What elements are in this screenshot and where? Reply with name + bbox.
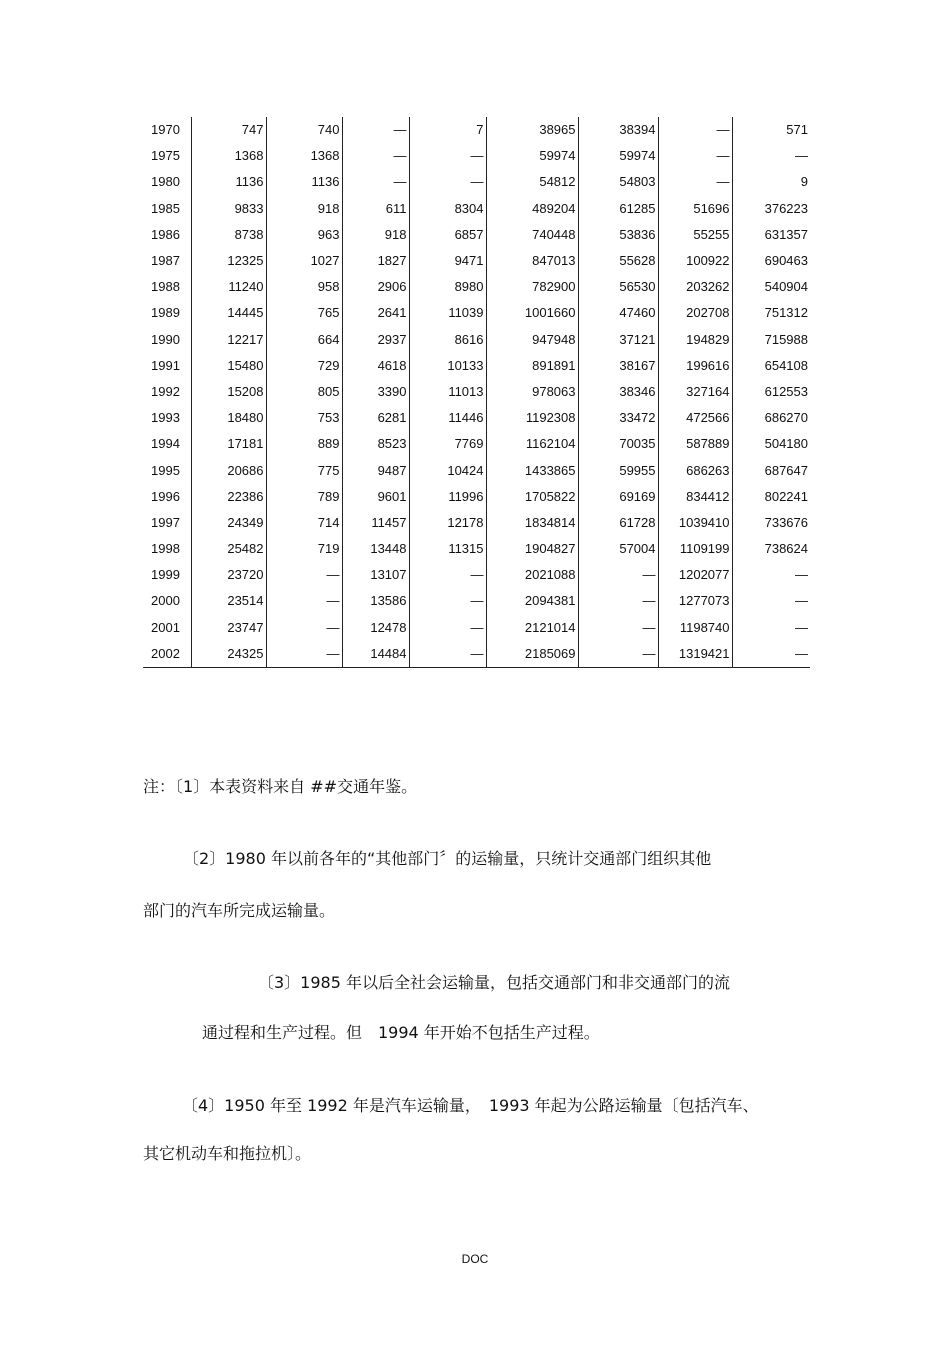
value-cell: 9487: [342, 457, 409, 483]
value-cell: 775: [266, 457, 342, 483]
value-cell: 571: [786, 122, 808, 138]
value-cell: 1834814: [486, 510, 578, 536]
value-cell: 55255: [658, 222, 732, 248]
value-cell: 376223: [764, 200, 808, 216]
value-cell: 9471: [409, 248, 486, 274]
value-cell: 9833: [191, 196, 266, 222]
table-row: [143, 274, 810, 300]
value-cell: 203262: [658, 274, 732, 300]
value-cell: 11240: [191, 274, 266, 300]
value-cell: 12178: [409, 510, 486, 536]
value-cell: —: [658, 143, 732, 169]
value-cell: 61728: [578, 510, 658, 536]
value-cell: 765: [266, 300, 342, 326]
value-cell: 24349: [191, 510, 266, 536]
note-2-line-1: 〔2〕1980 年以前各年的“其他部门〞的运输量，只统计交通部门组织其他: [183, 849, 712, 868]
value-cell: —: [795, 567, 808, 583]
value-cell: 38965: [486, 117, 578, 143]
value-cell: 59955: [578, 457, 658, 483]
value-cell: —: [658, 117, 732, 143]
value-cell: 1198740: [658, 615, 732, 641]
value-cell: 1136: [191, 169, 266, 195]
value-cell: 202708: [658, 300, 732, 326]
value-cell: 719: [266, 536, 342, 562]
value-cell: —: [342, 169, 409, 195]
year-cell: 1985: [143, 196, 191, 222]
value-cell: 24325: [191, 641, 266, 668]
value-cell: 9601: [342, 484, 409, 510]
value-cell: 2937: [342, 327, 409, 353]
value-cell: 12325: [191, 248, 266, 274]
value-cell: 37121: [578, 327, 658, 353]
value-cell: 1001660: [486, 300, 578, 326]
value-cell: 11446: [409, 405, 486, 431]
value-cell: 978063: [486, 379, 578, 405]
value-cell: 10133: [409, 353, 486, 379]
value-cell: 22386: [191, 484, 266, 510]
value-cell: 889: [266, 431, 342, 457]
value-cell: 631357: [764, 226, 808, 242]
value-cell: 1827: [342, 248, 409, 274]
value-cell: 25482: [191, 536, 266, 562]
value-cell: 13448: [342, 536, 409, 562]
value-cell: 918: [266, 196, 342, 222]
table-row: [143, 196, 810, 222]
value-cell: 7: [409, 117, 486, 143]
value-cell: 715988: [764, 331, 808, 347]
value-cell: —: [409, 143, 486, 169]
value-cell: 12217: [191, 327, 266, 353]
year-cell: 1970: [143, 117, 191, 143]
value-cell: 489204: [486, 196, 578, 222]
value-cell: 20686: [191, 457, 266, 483]
value-cell: 782900: [486, 274, 578, 300]
value-cell: 1277073: [658, 588, 732, 614]
value-cell: 38346: [578, 379, 658, 405]
value-cell: 2021088: [486, 562, 578, 588]
value-cell: 11315: [409, 536, 486, 562]
year-cell: 2001: [143, 615, 191, 641]
table-row: [143, 117, 810, 143]
value-cell: 789: [266, 484, 342, 510]
year-cell: 1989: [143, 300, 191, 326]
value-cell: 654108: [764, 357, 808, 373]
value-cell: 8980: [409, 274, 486, 300]
value-cell: 664: [266, 327, 342, 353]
value-cell: 23720: [191, 562, 266, 588]
table-row: [143, 615, 810, 641]
year-cell: 1991: [143, 353, 191, 379]
value-cell: 1027: [266, 248, 342, 274]
value-cell: —: [409, 615, 486, 641]
value-cell: 805: [266, 379, 342, 405]
value-cell: 847013: [486, 248, 578, 274]
value-cell: 738624: [764, 541, 808, 557]
value-cell: 59974: [486, 143, 578, 169]
value-cell: —: [795, 593, 808, 609]
value-cell: 740: [266, 117, 342, 143]
table-row: [143, 353, 810, 379]
value-cell: 690463: [764, 253, 808, 269]
value-cell: 1319421: [658, 641, 732, 668]
value-cell: 2121014: [486, 615, 578, 641]
value-cell: 51696: [658, 196, 732, 222]
value-cell: 3390: [342, 379, 409, 405]
note-3-line-1: 〔3〕1985 年以后全社会运输量，包括交通部门和非交通部门的流: [258, 973, 730, 992]
year-cell: 2000: [143, 588, 191, 614]
table-row: [143, 510, 810, 536]
value-cell: 686270: [764, 410, 808, 426]
value-cell: 7769: [409, 431, 486, 457]
value-cell: 53836: [578, 222, 658, 248]
value-cell: 947948: [486, 327, 578, 353]
value-cell: 8738: [191, 222, 266, 248]
table-row: [143, 327, 810, 353]
value-cell: 1202077: [658, 562, 732, 588]
table-row: [143, 457, 810, 483]
value-cell: 23747: [191, 615, 266, 641]
value-cell: 2185069: [486, 641, 578, 668]
value-cell: 194829: [658, 327, 732, 353]
year-cell: 1992: [143, 379, 191, 405]
value-cell: —: [409, 641, 486, 668]
value-cell: 4618: [342, 353, 409, 379]
table-row: [143, 431, 810, 457]
value-cell: 747: [191, 117, 266, 143]
value-cell: 11039: [409, 300, 486, 326]
value-cell: 6281: [342, 405, 409, 431]
value-cell: 61285: [578, 196, 658, 222]
year-cell: 1986: [143, 222, 191, 248]
value-cell: 2094381: [486, 588, 578, 614]
note-4-line-1: 〔4〕1950 年至 1992 年是汽车运输量， 1993 年起为公路运输量〔包括汽车、: [182, 1096, 759, 1115]
value-cell: 2641: [342, 300, 409, 326]
value-cell: 1162104: [486, 431, 578, 457]
table-row: [143, 169, 810, 195]
value-cell: 2906: [342, 274, 409, 300]
value-cell: 10424: [409, 457, 486, 483]
value-cell: 753: [266, 405, 342, 431]
value-cell: 327164: [658, 379, 732, 405]
value-cell: 1136: [266, 169, 342, 195]
value-cell: 1192308: [486, 405, 578, 431]
value-cell: 611: [342, 196, 409, 222]
year-cell: 1999: [143, 562, 191, 588]
value-cell: 958: [266, 274, 342, 300]
value-cell: 55628: [578, 248, 658, 274]
value-cell: 587889: [658, 431, 732, 457]
year-cell: 1987: [143, 248, 191, 274]
year-cell: 1995: [143, 457, 191, 483]
value-cell: 9: [800, 174, 808, 190]
value-cell: 15480: [191, 353, 266, 379]
year-cell: 1990: [143, 327, 191, 353]
value-cell: 504180: [764, 436, 808, 452]
value-cell: 14484: [342, 641, 409, 668]
value-cell: 199616: [658, 353, 732, 379]
year-cell: 1997: [143, 510, 191, 536]
value-cell: —: [342, 117, 409, 143]
footer-label: DOC: [461, 1252, 489, 1266]
table-row: [143, 300, 810, 326]
value-cell: 6857: [409, 222, 486, 248]
value-cell: —: [578, 588, 658, 614]
value-cell: 12478: [342, 615, 409, 641]
year-cell: 2002: [143, 641, 191, 668]
value-cell: 13586: [342, 588, 409, 614]
year-cell: 1980: [143, 169, 191, 195]
table-row: [143, 143, 810, 169]
value-cell: —: [409, 562, 486, 588]
value-cell: 54803: [578, 169, 658, 195]
value-cell: —: [266, 641, 342, 668]
value-cell: —: [578, 641, 658, 668]
note-4-line-2: 其它机动车和拖拉机〕。: [143, 1144, 312, 1163]
note-1: 注：〔1〕本表资料来自 ##交通年鉴。: [143, 777, 418, 796]
value-cell: 56530: [578, 274, 658, 300]
year-cell: 1998: [143, 536, 191, 562]
value-cell: 23514: [191, 588, 266, 614]
value-cell: 15208: [191, 379, 266, 405]
value-cell: 59974: [578, 143, 658, 169]
table-row: [143, 248, 810, 274]
value-cell: —: [266, 588, 342, 614]
value-cell: 100922: [658, 248, 732, 274]
table-row: [143, 379, 810, 405]
value-cell: 729: [266, 353, 342, 379]
table-row: [143, 588, 810, 614]
value-cell: 13107: [342, 562, 409, 588]
value-cell: 1039410: [658, 510, 732, 536]
value-cell: 8523: [342, 431, 409, 457]
value-cell: 1368: [191, 143, 266, 169]
statistics-table: [143, 117, 810, 668]
table-row: [143, 641, 810, 668]
value-cell: 733676: [764, 514, 808, 530]
value-cell: 612553: [764, 383, 808, 399]
value-cell: —: [795, 619, 808, 635]
value-cell: —: [658, 169, 732, 195]
value-cell: —: [266, 615, 342, 641]
table-row: [143, 562, 810, 588]
value-cell: —: [409, 169, 486, 195]
table-row: [143, 536, 810, 562]
table-row: [143, 222, 810, 248]
value-cell: —: [578, 562, 658, 588]
value-cell: 8616: [409, 327, 486, 353]
value-cell: 69169: [578, 484, 658, 510]
value-cell: 714: [266, 510, 342, 536]
year-cell: 1996: [143, 484, 191, 510]
year-cell: 1988: [143, 274, 191, 300]
value-cell: 33472: [578, 405, 658, 431]
value-cell: —: [732, 641, 810, 668]
value-cell: —: [578, 615, 658, 641]
value-cell: 54812: [486, 169, 578, 195]
year-cell: 1994: [143, 431, 191, 457]
value-cell: —: [795, 148, 808, 164]
table-row: [143, 405, 810, 431]
value-cell: 687647: [764, 462, 808, 478]
value-cell: 14445: [191, 300, 266, 326]
value-cell: 57004: [578, 536, 658, 562]
value-cell: 38167: [578, 353, 658, 379]
value-cell: 8304: [409, 196, 486, 222]
value-cell: 1109199: [658, 536, 732, 562]
value-cell: 834412: [658, 484, 732, 510]
value-cell: —: [266, 562, 342, 588]
value-cell: 38394: [578, 117, 658, 143]
table-body: [143, 117, 810, 667]
value-cell: 1433865: [486, 457, 578, 483]
value-cell: 1368: [266, 143, 342, 169]
note-2-line-2: 部门的汽车所完成运输量。: [143, 901, 336, 920]
value-cell: 472566: [658, 405, 732, 431]
value-cell: 70035: [578, 431, 658, 457]
value-cell: 540904: [764, 279, 808, 295]
value-cell: —: [409, 588, 486, 614]
value-cell: 802241: [764, 488, 808, 504]
year-cell: 1993: [143, 405, 191, 431]
value-cell: 11457: [342, 510, 409, 536]
value-cell: 47460: [578, 300, 658, 326]
value-cell: 963: [266, 222, 342, 248]
year-cell: 1975: [143, 143, 191, 169]
value-cell: 891891: [486, 353, 578, 379]
value-cell: 918: [342, 222, 409, 248]
value-cell: 11996: [409, 484, 486, 510]
value-cell: 17181: [191, 431, 266, 457]
table-row: [143, 484, 810, 510]
value-cell: 1705822: [486, 484, 578, 510]
value-cell: 18480: [191, 405, 266, 431]
value-cell: 751312: [764, 305, 808, 321]
value-cell: —: [342, 143, 409, 169]
value-cell: 686263: [658, 457, 732, 483]
value-cell: 740448: [486, 222, 578, 248]
value-cell: 1904827: [486, 536, 578, 562]
value-cell: 11013: [409, 379, 486, 405]
note-3-line-2: 通过程和生产过程。但 1994 年开始不包括生产过程。: [202, 1023, 600, 1042]
